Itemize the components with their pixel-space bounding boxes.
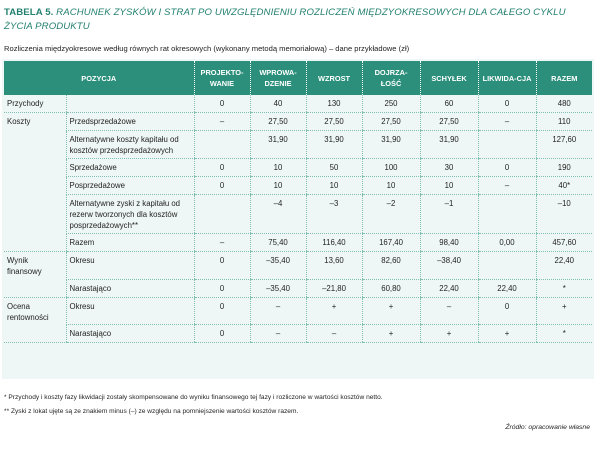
row-category: Ocena rentowności <box>7 301 49 322</box>
row-subcategory: Alternatywne koszty kapitału od kosztów przedsprzedażowych <box>66 131 194 159</box>
table-title-text: RACHUNEK ZYSKÓW I STRAT PO UWZGLĘDNIENIU ROZLICZEŃ MIĘDZYOKRESOWYCH DLA CAŁEGO CYKLU ŻYCIA PRODUKTU <box>4 7 566 32</box>
table-cell: – <box>250 325 306 343</box>
table-row <box>4 159 592 177</box>
table-cell: 0 <box>194 297 250 325</box>
row-subcategory: Razem <box>66 234 194 252</box>
row-category: Przychody <box>4 95 66 113</box>
table-row <box>4 279 592 297</box>
table-cell: – <box>194 234 250 252</box>
table-cell: 0,00 <box>478 234 536 252</box>
table-cell: + <box>306 297 362 325</box>
column-header-6: LIKWIDA-CJA <box>478 61 536 95</box>
table-cell: –3 <box>306 195 362 234</box>
table-cell: 30 <box>420 159 478 177</box>
table-cell: 10 <box>420 177 478 195</box>
footnote-1: * Przychody i koszty fazy likwidacji zostały skompensowane do wyniku finansowego tej fazy i rozliczone w wartości kosztów netto. <box>4 394 383 401</box>
table-subtitle: Rozliczenia międzyokresowe według równych rat okresowych (wykonany metodą memoriałową) – dane przykładowe (zł) <box>4 44 410 53</box>
row-category <box>4 325 66 343</box>
table-cell: 0 <box>194 252 250 280</box>
table-row <box>4 325 592 343</box>
footnote-2: ** Zyski z lokat ujęte są ze znakiem minus (–) ze względu na pomniejszenie wartości kosztów razem. <box>4 408 299 415</box>
table-cell: 10 <box>306 177 362 195</box>
table-cell: 0 <box>194 325 250 343</box>
table-row <box>4 131 592 159</box>
table-cell: 98,40 <box>420 234 478 252</box>
table-cell: 27,50 <box>362 113 420 131</box>
table-cell: 0 <box>194 159 250 177</box>
table-cell: + <box>362 325 420 343</box>
row-subcategory: Alternatywne zyski z kapitału od rezerw tworzonych dla kosztów posprzedażowych** <box>66 195 194 234</box>
table-cell: 60 <box>420 95 478 113</box>
table-cell: 60,80 <box>362 279 420 297</box>
table-cell: – <box>306 325 362 343</box>
row-category <box>4 177 66 195</box>
profit-loss-table <box>4 61 592 343</box>
table-title <box>4 6 594 34</box>
table-cell: 13,60 <box>306 252 362 280</box>
table-cell: 10 <box>362 177 420 195</box>
table-row <box>4 297 592 325</box>
source-note: Źródło: opracowanie własne <box>505 424 590 431</box>
table-cell: 50 <box>306 159 362 177</box>
table-cell: –10 <box>536 195 592 234</box>
table-cell: + <box>478 325 536 343</box>
table-body <box>4 95 592 343</box>
row-category: Koszty <box>7 117 31 126</box>
table-cell: * <box>536 279 592 297</box>
column-header-7: RAZEM <box>536 61 592 95</box>
table-cell: – <box>478 113 536 131</box>
table-row <box>4 95 592 113</box>
row-subcategory: Okresu <box>66 297 194 325</box>
table-cell <box>478 195 536 234</box>
table-cell: –35,40 <box>250 252 306 280</box>
table-cell: 75,40 <box>250 234 306 252</box>
column-header-3: WZROST <box>306 61 362 95</box>
table-cell: + <box>536 297 592 325</box>
table-row <box>4 252 592 280</box>
row-subcategory <box>66 95 194 113</box>
header-row <box>4 61 592 95</box>
table-cell: 130 <box>306 95 362 113</box>
column-header-4: DOJRZA-ŁOŚĆ <box>362 61 420 95</box>
table-cell: –2 <box>362 195 420 234</box>
table-row <box>4 195 592 234</box>
table-cell: 0 <box>194 279 250 297</box>
table-title-label: TABELA 5. <box>4 7 54 18</box>
row-category <box>4 234 66 252</box>
row-subcategory: Sprzedażowe <box>66 159 194 177</box>
table-cell <box>478 252 536 280</box>
column-header-2: WPROWA-DZENIE <box>250 61 306 95</box>
table-cell: 27,50 <box>306 113 362 131</box>
table-cell: – <box>250 297 306 325</box>
table-cell: 250 <box>362 95 420 113</box>
table-cell: 0 <box>478 297 536 325</box>
table-cell: – <box>194 113 250 131</box>
table-cell: 31,90 <box>420 131 478 159</box>
column-header-5: SCHYŁEK <box>420 61 478 95</box>
table-cell: 22,40 <box>478 279 536 297</box>
table-cell: –35,40 <box>250 279 306 297</box>
table-cell: * <box>536 325 592 343</box>
table-cell: 0 <box>478 159 536 177</box>
table-cell: 100 <box>362 159 420 177</box>
table-cell: 127,60 <box>536 131 592 159</box>
table-cell: 27,50 <box>420 113 478 131</box>
table-cell: 31,90 <box>362 131 420 159</box>
table-cell <box>194 195 250 234</box>
table-cell: 0 <box>194 95 250 113</box>
column-header-pozycja: POZYCJA <box>4 61 194 95</box>
table-cell: 82,60 <box>362 252 420 280</box>
table-cell: 480 <box>536 95 592 113</box>
table-cell: 10 <box>250 159 306 177</box>
table-row <box>4 113 592 131</box>
table-cell: –38,40 <box>420 252 478 280</box>
table-cell: + <box>362 297 420 325</box>
table-cell: 10 <box>250 177 306 195</box>
table-row <box>4 234 592 252</box>
table-cell: 167,40 <box>362 234 420 252</box>
table-cell: 110 <box>536 113 592 131</box>
row-category <box>4 195 66 234</box>
table-cell: 22,40 <box>420 279 478 297</box>
row-subcategory: Okresu <box>66 252 194 280</box>
table-cell: 31,90 <box>306 131 362 159</box>
table-cell: 0 <box>194 177 250 195</box>
row-category: Wynik finansowy <box>7 256 42 276</box>
row-category <box>4 131 66 159</box>
table-cell: –1 <box>420 195 478 234</box>
table-cell: 40 <box>250 95 306 113</box>
table-cell: 457,60 <box>536 234 592 252</box>
table-cell: 116,40 <box>306 234 362 252</box>
table-cell: –21,80 <box>306 279 362 297</box>
table-cell: 31,90 <box>250 131 306 159</box>
row-subcategory: Narastająco <box>66 325 194 343</box>
row-category <box>4 159 66 177</box>
row-subcategory: Przedsprzedażowe <box>66 113 194 131</box>
table-cell: 27,50 <box>250 113 306 131</box>
table-row <box>4 177 592 195</box>
table-cell: –4 <box>250 195 306 234</box>
row-subcategory: Narastająco <box>66 279 194 297</box>
table-cell: + <box>420 325 478 343</box>
row-subcategory: Posprzedażowe <box>66 177 194 195</box>
table-cell <box>478 131 536 159</box>
table-cell: 190 <box>536 159 592 177</box>
table-cell: 22,40 <box>536 252 592 280</box>
table-cell: 0 <box>478 95 536 113</box>
table-cell: – <box>420 297 478 325</box>
column-header-1: PROJEKTO-WANIE <box>194 61 250 95</box>
row-category <box>4 279 66 297</box>
table-cell: – <box>478 177 536 195</box>
table-cell <box>194 131 250 159</box>
table-cell: 40* <box>536 177 592 195</box>
